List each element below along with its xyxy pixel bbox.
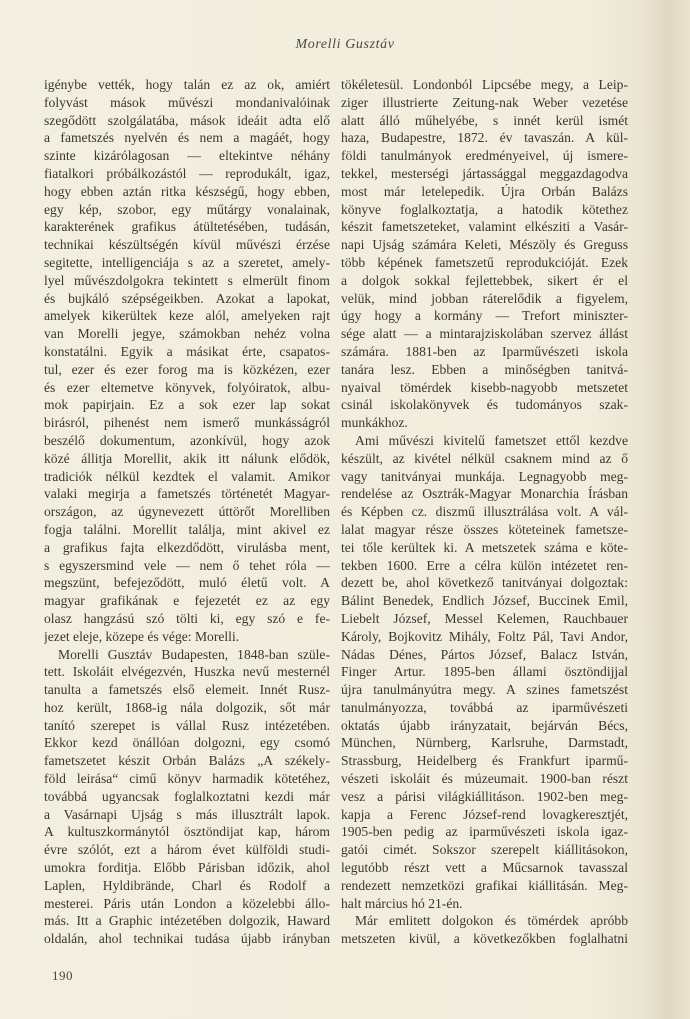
text-line: umokra forditja. Előbb Párisban időzik, ahol (44, 860, 330, 876)
text-line: továbbá ugyancsak foglalkoztatni kezdi már (44, 788, 330, 804)
text-line: tradiciók nélkül kezdtek el valamit. Amikor (44, 468, 330, 484)
text-line: metszeten kivül, a következőkben foglalhatni (341, 931, 628, 947)
text-line: van Morelli jegye, számokban nehéz volna (44, 326, 330, 342)
text-line: és ezer eltemetve könyvek, folyóiratok, albu- (44, 379, 330, 395)
text-line: technikai készültségén kívül művészi érzése (44, 237, 330, 253)
text-line: egy kép, szobor, egy műtárgy vonalainak, (44, 201, 330, 217)
text-line: haza, Budapestre, 1872. év tavaszán. A kül- (341, 130, 628, 146)
running-head: Morelli Gusztáv (295, 37, 395, 52)
text-line: Nádas Dénes, Pártos József, Balacz István, (341, 646, 628, 662)
text-line: valaki megirja a fametszés történetét Magyar- (44, 486, 330, 502)
text-line: föld leirása“ cimű könyv harmadik kötetéhez, (44, 771, 330, 787)
text-line: napi Ujság számára Keleti, Mészöly és Greguss (341, 237, 628, 253)
text-line: munkákhoz. (341, 415, 408, 431)
text-line: most már letelepedik. Újra Orbán Balázs (341, 183, 628, 199)
text-line: fiatalkori próbálkozástól — reprodukált, igaz, (44, 165, 330, 181)
text-line: közé állitja Morellit, akik itt nálunk elődök, (44, 450, 330, 466)
text-line: oldalán, ahol technikai tudása újabb irányban (44, 931, 330, 947)
text-line: tanító szerepet is vállal Rusz intézetében. (44, 717, 330, 733)
text-line: halt március hó 21-én. (341, 895, 463, 911)
text-line: gatói cimét. Sokszor szerepelt kiállitásokon, (341, 842, 628, 858)
page-number: 190 (52, 968, 73, 983)
text-line: alatt álló műhelyébe, s innét kerül ismét (341, 112, 628, 128)
text-line: fogja találni. Morellit találja, mint akivel ez (44, 521, 330, 537)
text-line: fametszetet készit Orbán Balázs „A székely- (44, 753, 330, 769)
text-line: több képének fametszetű reprodukcióját. Ezek (341, 254, 628, 270)
text-line: a fametszés nyelvén és nem a magáét, hogy (44, 130, 330, 146)
text-line: hoz került, 1868-ig nála dolgozik, sőt már (44, 699, 330, 715)
text-line: könyve foglalkoztatja, a hatodik kötethez (341, 201, 628, 217)
text-line: segitette, intelligenciája s az a szeretet, amely- (44, 254, 330, 270)
text-line: Finger Artur. 1895-ben állami ösztöndijjal (341, 664, 628, 680)
text-line: készült, az kivétel nélkül csaknem mind az ő (341, 450, 628, 466)
text-line: Már emlitett dolgokon és tömérdek apróbb (355, 913, 628, 929)
text-line: tekben 1600. Erre a célra külön intézetet ren- (341, 557, 628, 573)
text-line: hogy ebben aztán ritka készségű, hogy ebben, (44, 183, 330, 199)
text-line: lalat magyar része összes köteteinek fametsze- (341, 521, 628, 537)
text-line: és bujkáló szépségeikben. Azokat a lapokat, (44, 290, 330, 306)
text-line: tanulta a fametszés első elemeit. Innét Rusz- (44, 682, 330, 698)
text-line: 1905-ben pedig az iparművészeti iskola igaz- (341, 824, 628, 840)
text-line: mesterei. Páris után London a közelebbi állo- (44, 895, 330, 911)
text-line: Ekkor kezd önállóan dolgozni, egy csomó (44, 735, 330, 751)
text-line: tanára lesz. Ebben a minőségben tanitvá- (341, 361, 628, 377)
text-line: konstatálni. Egyik a másikat érte, csapatos- (44, 343, 330, 359)
text-line: mok papirjain. Ez a sok ezer lap sokat (44, 397, 330, 413)
text-line: megszünt, befejeződött, muló életű volt. A (44, 575, 330, 591)
text-line: számára. 1881-ben az Iparművészeti iskola (341, 343, 628, 359)
text-line: vészeti iskoláit és múzeumait. 1900-ban részt (341, 771, 628, 787)
text-line: rendezett nemzetközi grafikai kiállitásán. Meg- (341, 877, 628, 893)
text-line: Bálint Benedek, Endlich József, Buccinek Emil, (341, 593, 628, 609)
text-line: oktatás újabb irányzatait, bejárván Bécs, (341, 717, 628, 733)
text-line: beszélő dokumentum, azonkívül, hogy azok (44, 432, 330, 448)
text-line: sége alatt — a mintarajziskolában szervez állást (341, 326, 628, 342)
text-line: újra tanulmányútra megy. A szines fametszést (341, 682, 628, 698)
text-line: dezett be, ahol következő tanitványai dolgoztak: (341, 575, 628, 591)
text-line: tei tőle kerültek ki. A metszetek száma e köte- (341, 539, 628, 555)
text-line: Liebelt József, Messel Kelemen, Rauchbauer (341, 610, 628, 626)
text-line: amelyek kikerültek keze alól, amelyeken rajt (44, 308, 330, 324)
text-line: legutóbb részt vett a Műcsarnok tavasszal (341, 860, 628, 876)
text-line: kapja a Ferenc József-rend lovagkeresztjét, (341, 806, 628, 822)
text-line: Károly, Bojkovitz Mihály, Foltz Pál, Tavi Andor, (341, 628, 628, 644)
text-line: rendelése az Osztrák-Magyar Monarchia Írásban (341, 486, 628, 502)
text-line: szegődött szolgálatába, mások ideáit adta elő (44, 112, 330, 128)
text-line: szinte kizárólagosan — eltekintve néhány (44, 148, 330, 164)
text-line: vagy tanitványai munkája. Legnagyobb meg- (341, 468, 628, 484)
text-line: Morelli Gusztáv Budapesten, 1848-ban szüle- (58, 646, 330, 662)
text-line: velük, mind jobban ráterelődik a figyelem, (341, 290, 628, 306)
text-line: csinál iskolakönyvek és tudományos szak- (341, 397, 628, 413)
text-line: országon, az úgynevezett úttörőt Morelliben (44, 504, 330, 520)
text-line: készit fametszeteket, valamint elkésziti a Vasár- (341, 219, 628, 235)
text-line: lyel művészdolgokra tekintett s elmerült finom (44, 272, 330, 288)
text-line: München, Nürnberg, Karlsruhe, Darmstadt, (341, 735, 628, 751)
text-line: Strassburg, Heidelberg és Frankfurt iparmű- (341, 753, 628, 769)
text-line: birásról, pihenést nem ismerő munkásságról (44, 415, 330, 431)
text-line: tul, ezer és ezer forog ma is közkézen, ezer (44, 361, 330, 377)
text-line: s egyszersmind vele — nem ő tehet róla — (44, 557, 330, 573)
text-line: vesz a párisi világkiállitáson. 1902-ben meg- (341, 788, 628, 804)
text-line: olasz hangzású szó tölti ki, egy szó e fe- (44, 610, 330, 626)
text-line: a grafikus fajta elkezdődött, virulásba ment, (44, 539, 330, 555)
text-line: tökéletesül. Londonból Lipcsébe megy, a Leip- (341, 77, 628, 92)
text-line: nyaival tömérdek kisebb-nagyobb metszetet (341, 379, 628, 395)
text-line: igénybe vették, hogy talán ez az ok, amiért (44, 77, 330, 92)
text-line: tett. Iskoláit elvégezvén, Huszka nevű mesternél (44, 664, 330, 680)
text-line: a Vasárnapi Ujság s más illusztrált lapok. (44, 806, 330, 822)
text-line: évre szólót, ezt a három évet külföldi studi- (44, 842, 330, 858)
text-line: jezet eleje, közepe és vége: Morelli. (44, 628, 240, 644)
text-line: magyar grafikának e fejezetét ez az egy (44, 593, 330, 609)
text-line: úgy hogy a kormány — Trefort miniszter- (341, 308, 628, 324)
text-line: tekkel, mesterségi jártassággal meggazdagodva (341, 165, 628, 181)
text-line: tanulmányozza, továbbá az iparművészeti (341, 699, 628, 715)
text-line: Laplen, Hyldibrände, Charl és Rodolf a (44, 877, 330, 893)
text-line: és Képben cz. diszmű illusztrálása volt. A vál- (341, 504, 628, 520)
text-line: földi tanulmányok eredményeivel, új ismere- (341, 148, 628, 164)
text-line: folyvást mások művészi mondanivalóinak (44, 94, 330, 110)
right-column (341, 76, 628, 948)
text-line: Ami művészi kivitelű fametszet ettől kezdve (355, 432, 628, 448)
text-line: ziger illustrierte Zeitung-nak Weber vezetése (341, 94, 628, 110)
text-line: a dolgok sokkal fejlettebbek, sikert ér el (341, 272, 628, 288)
text-line: karakterének grafikus átültetésében, tudásán, (44, 219, 330, 235)
left-column (44, 76, 330, 948)
text-line: más. Itt a Graphic intézetében dolgozik, Haward (44, 913, 330, 929)
text-line: A kultuszkormánytól ösztöndijat kap, három (44, 824, 330, 840)
